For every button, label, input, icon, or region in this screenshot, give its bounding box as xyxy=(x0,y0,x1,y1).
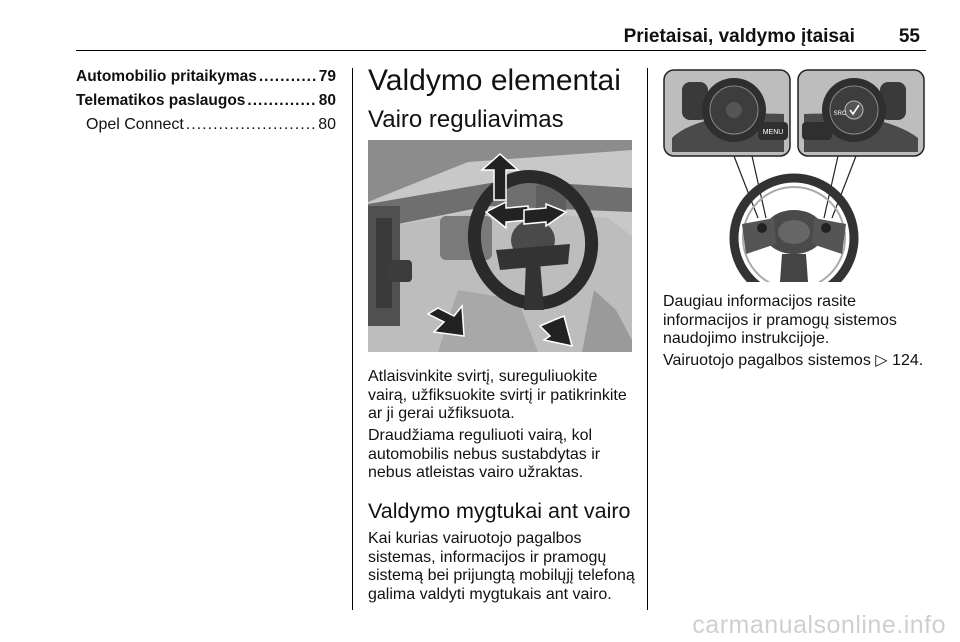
cross-reference-text: Vairuotojo pagalbos sistemos xyxy=(663,352,871,369)
header-rule xyxy=(76,50,926,51)
subsection-title: Vairo reguliavimas xyxy=(368,106,564,133)
paragraph: Daugiau informacijos rasite informacijos ir pramogų sistemos naudojimo instrukcijoje. xyxy=(663,293,897,347)
header-title: Prietaisai, valdymo įtaisai xyxy=(623,26,855,47)
paragraph-cross-reference xyxy=(663,352,923,371)
src-button-label: SRC xyxy=(833,111,847,117)
steering-buttons-image xyxy=(662,68,926,282)
watermark: carmanualsonline.info xyxy=(692,611,946,639)
cross-reference-page[interactable]: 124. xyxy=(892,352,924,369)
column-divider xyxy=(352,68,353,610)
toc-entry-label: Opel Connect xyxy=(86,116,184,133)
steering-adjustment-image xyxy=(368,140,632,352)
column-divider xyxy=(647,68,648,610)
paragraph: Atlaisvinkite svirtį, sureguliuokite vairą, užfiksuokite svirtį ir patikrinkite ar ji gerai užfiksuota. xyxy=(368,368,627,422)
paragraph: Kai kurias vairuotojo pagalbos sistemas, informacijos ir pramogų sistemą bei prijungtą mobilųjį telefoną galima valdyti mygtukais ant vairo. xyxy=(368,530,635,603)
toc xyxy=(76,68,336,140)
toc-entry-page: 80 xyxy=(318,92,336,109)
toc-entry-label: Automobilio pritaikymas xyxy=(76,68,257,85)
arrow-icon: ▷ xyxy=(875,352,888,369)
toc-entry[interactable] xyxy=(76,92,336,116)
toc-entry[interactable] xyxy=(76,116,336,140)
menu-button-label: MENU xyxy=(762,129,784,136)
toc-entry-page: 79 xyxy=(318,68,336,85)
steering-buttons-illustration xyxy=(662,68,926,282)
toc-entry-page: 80 xyxy=(318,116,336,133)
page-header xyxy=(624,26,920,48)
page-number: 55 xyxy=(898,26,920,47)
toc-entry[interactable] xyxy=(76,68,336,92)
section-heading: Valdymo mygtukai ant vairo xyxy=(368,499,631,523)
paragraph: Draudžiama reguliuoti vairą, kol automobilis nebus sustabdytas ir nebus atleistas vairo užraktas. xyxy=(368,427,601,481)
toc-entry-label: Telematikos paslaugos xyxy=(76,92,246,109)
section-title: Valdymo elementai xyxy=(368,64,621,97)
steering-adjustment-illustration xyxy=(368,140,632,352)
